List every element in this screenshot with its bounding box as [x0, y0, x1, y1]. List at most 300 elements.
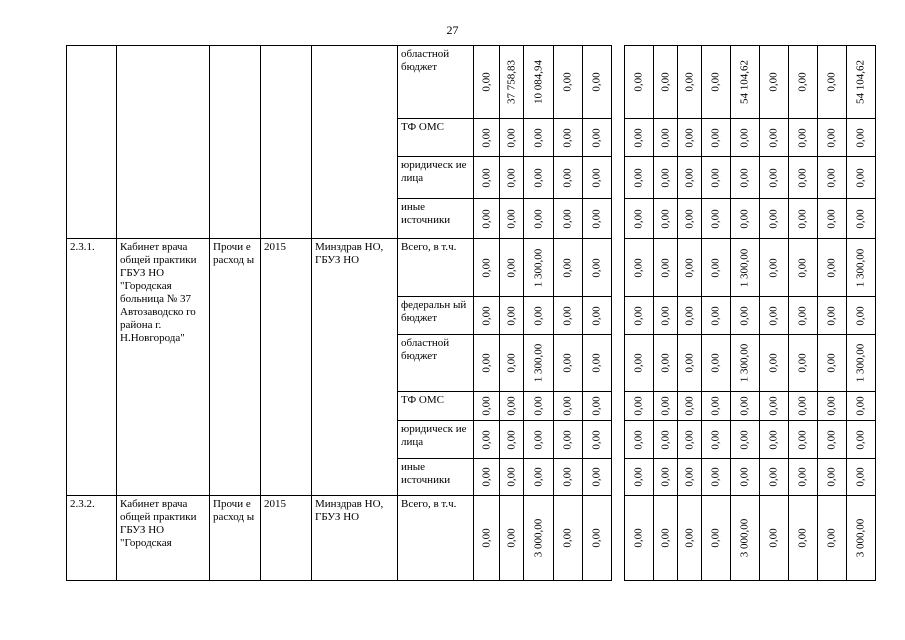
amount-value: 0,00 — [632, 257, 645, 278]
amount-value: 0,00 — [505, 257, 517, 278]
amount-value: 10 084,94 — [532, 60, 544, 104]
amount-cell — [474, 239, 500, 297]
amount-cell — [500, 496, 524, 581]
amount-value: 0,00 — [683, 72, 695, 92]
amount-value: 0,00 — [480, 72, 492, 92]
amount-value: 3 000,00 — [854, 518, 867, 558]
amount-cell — [625, 421, 654, 459]
amount-cell — [654, 46, 678, 119]
amount-cell — [654, 421, 678, 459]
amount-cell — [678, 335, 702, 392]
amount-cell — [702, 157, 731, 199]
amount-value: 0,00 — [767, 429, 780, 450]
amount-value: 0,00 — [738, 208, 751, 229]
row-year — [261, 46, 312, 239]
funding-source: областной бюджет — [398, 335, 474, 392]
amount-cell — [654, 496, 678, 581]
amount-cell — [702, 297, 731, 335]
amount-value: 1 300,00 — [532, 343, 544, 383]
amount-value: 0,00 — [561, 429, 574, 450]
amount-value: 0,00 — [709, 429, 722, 450]
column-gap — [612, 157, 625, 199]
amount-value: 0,00 — [632, 429, 645, 450]
amount-value: 0,00 — [825, 208, 838, 229]
amount-value: 0,00 — [683, 467, 695, 487]
amount-cell — [583, 335, 612, 392]
amount-value: 0,00 — [561, 208, 574, 229]
amount-value: 0,00 — [561, 396, 574, 416]
funding-source: юридическ ие лица — [398, 421, 474, 459]
amount-value: 0,00 — [854, 305, 867, 326]
amount-cell — [760, 297, 789, 335]
amount-value: 0,00 — [709, 208, 722, 229]
funding-source: иные источники — [398, 199, 474, 239]
amount-value: 1 300,00 — [854, 343, 867, 383]
amount-cell — [818, 496, 847, 581]
amount-cell — [474, 297, 500, 335]
amount-value: 0,00 — [709, 167, 722, 188]
column-gap — [612, 392, 625, 421]
amount-value: 0,00 — [561, 167, 574, 188]
amount-cell — [583, 297, 612, 335]
amount-cell — [678, 496, 702, 581]
amount-value: 0,00 — [825, 528, 838, 548]
amount-value: 0,00 — [767, 305, 780, 326]
amount-cell — [731, 46, 760, 119]
amount-cell — [500, 297, 524, 335]
amount-cell — [474, 119, 500, 157]
amount-cell — [702, 496, 731, 581]
amount-value: 0,00 — [632, 72, 645, 92]
page-number: 27 — [446, 23, 459, 37]
amount-value: 0,00 — [480, 396, 492, 416]
amount-cell — [731, 157, 760, 199]
row-code: 2.3.1. — [67, 239, 117, 496]
amount-value: 0,00 — [632, 467, 645, 487]
amount-cell — [654, 199, 678, 239]
amount-value: 0,00 — [796, 72, 809, 92]
amount-cell — [731, 421, 760, 459]
column-gap — [612, 239, 625, 297]
amount-cell — [789, 157, 818, 199]
amount-cell — [731, 199, 760, 239]
amount-value: 0,00 — [505, 429, 517, 450]
amount-cell — [625, 46, 654, 119]
amount-cell — [524, 157, 554, 199]
amount-value: 0,00 — [590, 72, 603, 92]
amount-cell — [678, 199, 702, 239]
amount-cell — [789, 239, 818, 297]
amount-value: 0,00 — [632, 305, 645, 326]
amount-value: 54 104,62 — [854, 60, 867, 104]
amount-value: 0,00 — [505, 127, 517, 148]
amount-cell — [524, 459, 554, 496]
amount-cell — [474, 335, 500, 392]
amount-value: 0,00 — [505, 396, 517, 416]
amount-value: 0,00 — [767, 208, 780, 229]
amount-cell — [524, 199, 554, 239]
amount-cell — [554, 421, 583, 459]
expense-type: Прочи е расход ы — [210, 496, 261, 581]
amount-value: 0,00 — [590, 429, 603, 450]
amount-value: 0,00 — [505, 467, 517, 487]
amount-value: 0,00 — [505, 208, 517, 229]
amount-value: 0,00 — [825, 429, 838, 450]
amount-cell — [760, 157, 789, 199]
amount-value: 0,00 — [480, 127, 492, 148]
amount-value: 0,00 — [709, 467, 722, 487]
amount-value: 0,00 — [480, 208, 492, 229]
amount-cell — [654, 119, 678, 157]
amount-cell — [474, 459, 500, 496]
amount-cell — [731, 459, 760, 496]
amount-cell — [789, 421, 818, 459]
amount-value: 1 300,00 — [532, 248, 544, 287]
amount-value: 3 000,00 — [738, 518, 751, 558]
amount-value: 0,00 — [825, 305, 838, 326]
amount-cell — [583, 459, 612, 496]
amount-value: 0,00 — [767, 72, 780, 92]
amount-cell — [678, 157, 702, 199]
amount-cell — [818, 199, 847, 239]
amount-cell — [625, 496, 654, 581]
amount-cell — [760, 496, 789, 581]
amount-value: 0,00 — [854, 467, 867, 487]
amount-value: 0,00 — [532, 396, 544, 416]
amount-value: 0,00 — [796, 396, 809, 416]
amount-cell — [760, 421, 789, 459]
amount-cell — [702, 421, 731, 459]
amount-value: 0,00 — [561, 305, 574, 326]
amount-cell — [524, 421, 554, 459]
amount-cell — [702, 239, 731, 297]
amount-value: 1 300,00 — [738, 248, 751, 287]
expense-type — [210, 46, 261, 239]
amount-value: 0,00 — [532, 305, 544, 326]
amount-cell — [702, 46, 731, 119]
amount-value: 0,00 — [738, 167, 751, 188]
funding-source: Всего, в т.ч. — [398, 239, 474, 297]
row-year: 2015 — [261, 496, 312, 581]
amount-value: 0,00 — [659, 72, 671, 92]
amount-cell — [583, 199, 612, 239]
amount-value: 0,00 — [796, 127, 809, 148]
amount-cell — [654, 459, 678, 496]
amount-value: 0,00 — [590, 167, 603, 188]
amount-value: 0,00 — [854, 429, 867, 450]
amount-value: 0,00 — [738, 305, 751, 326]
amount-cell — [554, 239, 583, 297]
amount-value: 0,00 — [796, 467, 809, 487]
amount-value: 0,00 — [738, 429, 751, 450]
amount-cell — [847, 335, 876, 392]
amount-value: 0,00 — [532, 429, 544, 450]
amount-cell — [583, 392, 612, 421]
amount-cell — [583, 496, 612, 581]
amount-cell — [554, 46, 583, 119]
amount-value: 0,00 — [825, 167, 838, 188]
amount-cell — [789, 119, 818, 157]
amount-cell — [731, 392, 760, 421]
amount-value: 0,00 — [659, 305, 671, 326]
amount-cell — [500, 421, 524, 459]
amount-value: 0,00 — [480, 429, 492, 450]
amount-cell — [583, 119, 612, 157]
amount-value: 54 104,62 — [738, 60, 751, 104]
amount-value: 0,00 — [825, 467, 838, 487]
amount-cell — [789, 392, 818, 421]
amount-value: 0,00 — [683, 208, 695, 229]
amount-cell — [760, 459, 789, 496]
amount-cell — [731, 239, 760, 297]
amount-value: 0,00 — [796, 167, 809, 188]
amount-value: 0,00 — [659, 208, 671, 229]
amount-cell — [818, 297, 847, 335]
amount-cell — [818, 392, 847, 421]
amount-cell — [583, 46, 612, 119]
amount-value: 0,00 — [767, 167, 780, 188]
object-name — [117, 46, 210, 239]
amount-cell — [500, 459, 524, 496]
column-gap — [612, 421, 625, 459]
amount-cell — [847, 297, 876, 335]
amount-cell — [678, 297, 702, 335]
amount-cell — [554, 157, 583, 199]
amount-value: 0,00 — [767, 467, 780, 487]
amount-value: 0,00 — [480, 257, 492, 278]
column-gap — [612, 119, 625, 157]
funding-source: Всего, в т.ч. — [398, 496, 474, 581]
column-gap — [612, 496, 625, 581]
amount-value: 0,00 — [683, 396, 695, 416]
amount-cell — [554, 297, 583, 335]
amount-cell — [702, 119, 731, 157]
amount-value: 0,00 — [590, 257, 603, 278]
amount-value: 0,00 — [480, 167, 492, 188]
amount-value: 0,00 — [659, 127, 671, 148]
amount-value: 0,00 — [632, 396, 645, 416]
funding-source: юридическ ие лица — [398, 157, 474, 199]
amount-value: 0,00 — [659, 257, 671, 278]
budget-table — [66, 45, 876, 581]
amount-cell — [554, 199, 583, 239]
amount-cell — [500, 199, 524, 239]
amount-cell — [847, 392, 876, 421]
amount-cell — [789, 297, 818, 335]
amount-cell — [760, 392, 789, 421]
amount-value: 0,00 — [683, 257, 695, 278]
amount-value: 0,00 — [505, 353, 517, 373]
amount-cell — [474, 496, 500, 581]
amount-cell — [818, 459, 847, 496]
row-year: 2015 — [261, 239, 312, 496]
amount-value: 0,00 — [505, 305, 517, 326]
amount-cell — [678, 119, 702, 157]
amount-cell — [731, 496, 760, 581]
amount-value: 0,00 — [709, 257, 722, 278]
amount-value: 0,00 — [590, 528, 603, 548]
amount-value: 0,00 — [683, 353, 695, 373]
amount-value: 0,00 — [480, 467, 492, 487]
amount-value: 0,00 — [590, 467, 603, 487]
amount-cell — [789, 335, 818, 392]
amount-value: 0,00 — [796, 528, 809, 548]
amount-cell — [554, 496, 583, 581]
amount-cell — [524, 335, 554, 392]
expense-type: Прочи е расход ы — [210, 239, 261, 496]
amount-value: 0,00 — [767, 127, 780, 148]
amount-cell — [847, 157, 876, 199]
amount-value: 0,00 — [632, 528, 645, 548]
amount-value: 0,00 — [590, 208, 603, 229]
amount-value: 0,00 — [659, 353, 671, 373]
amount-value: 0,00 — [505, 167, 517, 188]
amount-cell — [847, 119, 876, 157]
amount-value: 0,00 — [825, 257, 838, 278]
amount-cell — [847, 496, 876, 581]
amount-cell — [554, 119, 583, 157]
amount-value: 0,00 — [561, 353, 574, 373]
table-body — [67, 46, 876, 581]
amount-value: 0,00 — [709, 396, 722, 416]
amount-cell — [625, 119, 654, 157]
amount-cell — [654, 157, 678, 199]
amount-cell — [847, 199, 876, 239]
amount-cell — [500, 335, 524, 392]
amount-value: 0,00 — [480, 528, 492, 548]
amount-value: 0,00 — [738, 396, 751, 416]
amount-value: 0,00 — [480, 353, 492, 373]
amount-value: 0,00 — [796, 305, 809, 326]
amount-cell — [474, 392, 500, 421]
amount-cell — [847, 421, 876, 459]
amount-value: 0,00 — [825, 396, 838, 416]
amount-cell — [625, 335, 654, 392]
amount-cell — [847, 459, 876, 496]
amount-value: 0,00 — [532, 127, 544, 148]
amount-value: 0,00 — [854, 396, 867, 416]
amount-cell — [678, 239, 702, 297]
amount-value: 0,00 — [632, 353, 645, 373]
table-row — [67, 239, 876, 297]
amount-value: 0,00 — [767, 353, 780, 373]
amount-value: 0,00 — [854, 167, 867, 188]
amount-cell — [500, 157, 524, 199]
amount-value: 0,00 — [532, 467, 544, 487]
funding-source: областной бюджет — [398, 46, 474, 119]
amount-value: 0,00 — [683, 167, 695, 188]
amount-cell — [500, 392, 524, 421]
amount-cell — [474, 199, 500, 239]
amount-cell — [818, 46, 847, 119]
amount-cell — [760, 239, 789, 297]
amount-cell — [625, 199, 654, 239]
amount-value: 0,00 — [709, 127, 722, 148]
amount-cell — [760, 119, 789, 157]
amount-value: 0,00 — [683, 127, 695, 148]
amount-value: 0,00 — [561, 257, 574, 278]
table-row — [67, 46, 876, 119]
amount-cell — [760, 335, 789, 392]
amount-cell — [500, 119, 524, 157]
amount-cell — [524, 46, 554, 119]
amount-value: 0,00 — [709, 305, 722, 326]
amount-cell — [818, 157, 847, 199]
amount-value: 37 758,83 — [505, 60, 517, 104]
amount-cell — [789, 459, 818, 496]
amount-value: 0,00 — [709, 353, 722, 373]
amount-value: 0,00 — [796, 257, 809, 278]
amount-value: 0,00 — [825, 353, 838, 373]
funding-source: иные источники — [398, 459, 474, 496]
amount-cell — [847, 46, 876, 119]
amount-cell — [583, 421, 612, 459]
amount-cell — [760, 46, 789, 119]
amount-cell — [702, 199, 731, 239]
amount-cell — [678, 392, 702, 421]
amount-value: 0,00 — [590, 127, 603, 148]
column-gap — [612, 46, 625, 119]
amount-cell — [789, 46, 818, 119]
amount-value: 0,00 — [590, 396, 603, 416]
amount-value: 0,00 — [854, 127, 867, 148]
column-gap — [612, 199, 625, 239]
amount-cell — [731, 119, 760, 157]
funding-source: ТФ ОМС — [398, 392, 474, 421]
amount-cell — [583, 239, 612, 297]
amount-value: 0,00 — [796, 353, 809, 373]
amount-cell — [554, 459, 583, 496]
amount-value: 0,00 — [659, 528, 671, 548]
amount-value: 0,00 — [796, 208, 809, 229]
amount-value: 0,00 — [480, 305, 492, 326]
amount-value: 0,00 — [738, 127, 751, 148]
amount-cell — [625, 392, 654, 421]
amount-cell — [524, 239, 554, 297]
amount-cell — [474, 157, 500, 199]
amount-cell — [625, 157, 654, 199]
amount-cell — [678, 459, 702, 496]
amount-cell — [524, 392, 554, 421]
amount-value: 0,00 — [683, 305, 695, 326]
amount-value: 0,00 — [590, 353, 603, 373]
amount-value: 0,00 — [632, 208, 645, 229]
amount-cell — [625, 297, 654, 335]
amount-cell — [678, 46, 702, 119]
amount-cell — [818, 239, 847, 297]
amount-cell — [702, 335, 731, 392]
amount-value: 0,00 — [709, 528, 722, 548]
table-row — [67, 496, 876, 581]
amount-cell — [818, 421, 847, 459]
amount-value: 0,00 — [561, 72, 574, 92]
amount-cell — [625, 239, 654, 297]
amount-cell — [500, 46, 524, 119]
amount-value: 0,00 — [532, 208, 544, 229]
amount-cell — [625, 459, 654, 496]
amount-cell — [654, 239, 678, 297]
amount-cell — [654, 335, 678, 392]
funding-source: федеральн ый бюджет — [398, 297, 474, 335]
amount-cell — [789, 496, 818, 581]
object-name: Кабинет врача общей практики ГБУЗ НО "Городская больница № 37 Автозаводско го района г. Н.Новгорода" — [117, 239, 210, 496]
amount-cell — [702, 459, 731, 496]
amount-value: 0,00 — [632, 127, 645, 148]
row-code — [67, 46, 117, 239]
executor — [312, 46, 398, 239]
amount-cell — [789, 199, 818, 239]
amount-value: 3 000,00 — [532, 518, 544, 558]
